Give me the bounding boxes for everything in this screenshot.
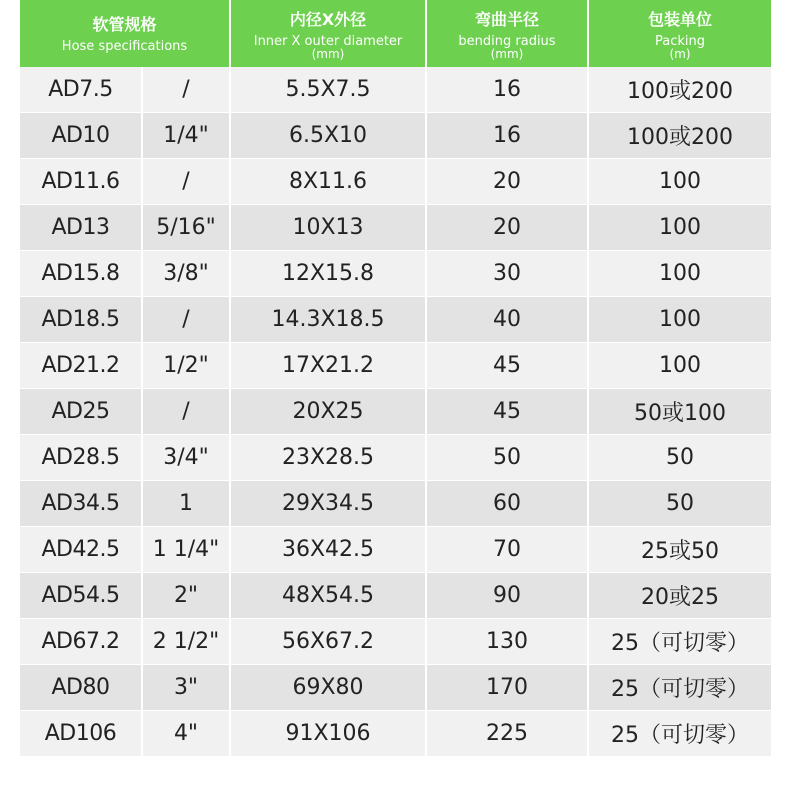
cell-radius: 90 bbox=[427, 573, 589, 619]
cell-radius: 45 bbox=[427, 343, 589, 389]
table-row bbox=[20, 573, 771, 619]
cell-model: AD10 bbox=[20, 113, 143, 159]
cell-size: 3/8" bbox=[143, 251, 231, 297]
cell-diameter: 23X28.5 bbox=[231, 435, 427, 481]
cell-size: / bbox=[143, 389, 231, 435]
cell-packing: 100 bbox=[589, 205, 771, 251]
cell-diameter: 48X54.5 bbox=[231, 573, 427, 619]
cell-size: 3" bbox=[143, 665, 231, 711]
cell-size: 5/16" bbox=[143, 205, 231, 251]
cell-packing: 50 bbox=[589, 435, 771, 481]
cell-radius: 130 bbox=[427, 619, 589, 665]
cell-radius: 45 bbox=[427, 389, 589, 435]
cell-size: 4" bbox=[143, 711, 231, 757]
cell-model: AD7.5 bbox=[20, 67, 143, 113]
table-row bbox=[20, 67, 771, 113]
cell-radius: 70 bbox=[427, 527, 589, 573]
table-row bbox=[20, 251, 771, 297]
header-diameter-zh: 内径X外径 bbox=[289, 9, 367, 29]
cell-packing: 25（可切零） bbox=[589, 665, 771, 711]
cell-packing: 100或200 bbox=[589, 113, 771, 159]
cell-diameter: 17X21.2 bbox=[231, 343, 427, 389]
cell-packing: 100 bbox=[589, 297, 771, 343]
table-row bbox=[20, 527, 771, 573]
table-row bbox=[20, 711, 771, 757]
cell-packing: 50 bbox=[589, 481, 771, 527]
table-row bbox=[20, 435, 771, 481]
cell-packing: 25（可切零） bbox=[589, 619, 771, 665]
cell-size: / bbox=[143, 67, 231, 113]
header-radius bbox=[427, 0, 589, 67]
cell-diameter: 6.5X10 bbox=[231, 113, 427, 159]
cell-size: 1 1/4" bbox=[143, 527, 231, 573]
cell-model: AD67.2 bbox=[20, 619, 143, 665]
table-row bbox=[20, 619, 771, 665]
header-row bbox=[20, 0, 771, 67]
table-row bbox=[20, 297, 771, 343]
header-packing bbox=[589, 0, 771, 67]
table-row bbox=[20, 113, 771, 159]
cell-size: 3/4" bbox=[143, 435, 231, 481]
cell-diameter: 12X15.8 bbox=[231, 251, 427, 297]
cell-model: AD13 bbox=[20, 205, 143, 251]
table-row bbox=[20, 389, 771, 435]
header-radius-en: bending radius bbox=[458, 33, 556, 49]
header-packing-unit: (m) bbox=[669, 46, 691, 61]
cell-packing: 100 bbox=[589, 343, 771, 389]
header-spec-zh: 软管规格 bbox=[92, 15, 157, 34]
header-diameter-unit: (mm) bbox=[311, 46, 345, 61]
cell-diameter: 69X80 bbox=[231, 665, 427, 711]
cell-model: AD54.5 bbox=[20, 573, 143, 619]
header-spec-en: Hose specifications bbox=[61, 39, 188, 54]
table-row bbox=[20, 665, 771, 711]
cell-diameter: 36X42.5 bbox=[231, 527, 427, 573]
cell-radius: 16 bbox=[427, 67, 589, 113]
cell-packing: 20或25 bbox=[589, 573, 771, 619]
cell-packing: 25或50 bbox=[589, 527, 771, 573]
cell-packing: 100 bbox=[589, 251, 771, 297]
header-radius-zh: 弯曲半径 bbox=[474, 9, 539, 29]
cell-diameter: 8X11.6 bbox=[231, 159, 427, 205]
cell-radius: 60 bbox=[427, 481, 589, 527]
cell-model: AD11.6 bbox=[20, 159, 143, 205]
cell-diameter: 56X67.2 bbox=[231, 619, 427, 665]
cell-size: 1 bbox=[143, 481, 231, 527]
cell-packing: 100或200 bbox=[589, 67, 771, 113]
header-radius-unit: (mm) bbox=[490, 46, 524, 61]
cell-size: / bbox=[143, 297, 231, 343]
cell-radius: 170 bbox=[427, 665, 589, 711]
cell-model: AD106 bbox=[20, 711, 143, 757]
cell-diameter: 91X106 bbox=[231, 711, 427, 757]
cell-diameter: 14.3X18.5 bbox=[231, 297, 427, 343]
cell-model: AD25 bbox=[20, 389, 143, 435]
cell-diameter: 29X34.5 bbox=[231, 481, 427, 527]
cell-radius: 20 bbox=[427, 159, 589, 205]
cell-radius: 16 bbox=[427, 113, 589, 159]
hose-spec-table bbox=[20, 0, 771, 757]
cell-diameter: 10X13 bbox=[231, 205, 427, 251]
header-diameter bbox=[231, 0, 427, 67]
cell-model: AD80 bbox=[20, 665, 143, 711]
header-packing-zh: 包装单位 bbox=[647, 9, 712, 29]
header-packing-en: Packing bbox=[654, 33, 705, 49]
cell-radius: 50 bbox=[427, 435, 589, 481]
cell-model: AD15.8 bbox=[20, 251, 143, 297]
cell-radius: 40 bbox=[427, 297, 589, 343]
cell-diameter: 20X25 bbox=[231, 389, 427, 435]
cell-radius: 225 bbox=[427, 711, 589, 757]
header-spec bbox=[20, 0, 231, 67]
cell-size: 1/2" bbox=[143, 343, 231, 389]
cell-size: 1/4" bbox=[143, 113, 231, 159]
cell-model: AD21.2 bbox=[20, 343, 143, 389]
header-diameter-en: Inner X outer diameter bbox=[253, 33, 403, 49]
cell-packing: 25（可切零） bbox=[589, 711, 771, 757]
cell-size: / bbox=[143, 159, 231, 205]
cell-model: AD42.5 bbox=[20, 527, 143, 573]
table-row bbox=[20, 205, 771, 251]
table-row bbox=[20, 159, 771, 205]
cell-radius: 30 bbox=[427, 251, 589, 297]
table-row bbox=[20, 481, 771, 527]
table-row bbox=[20, 343, 771, 389]
cell-size: 2 1/2" bbox=[143, 619, 231, 665]
cell-radius: 20 bbox=[427, 205, 589, 251]
cell-model: AD28.5 bbox=[20, 435, 143, 481]
cell-diameter: 5.5X7.5 bbox=[231, 67, 427, 113]
cell-packing: 50或100 bbox=[589, 389, 771, 435]
cell-model: AD34.5 bbox=[20, 481, 143, 527]
cell-packing: 100 bbox=[589, 159, 771, 205]
cell-size: 2" bbox=[143, 573, 231, 619]
cell-model: AD18.5 bbox=[20, 297, 143, 343]
